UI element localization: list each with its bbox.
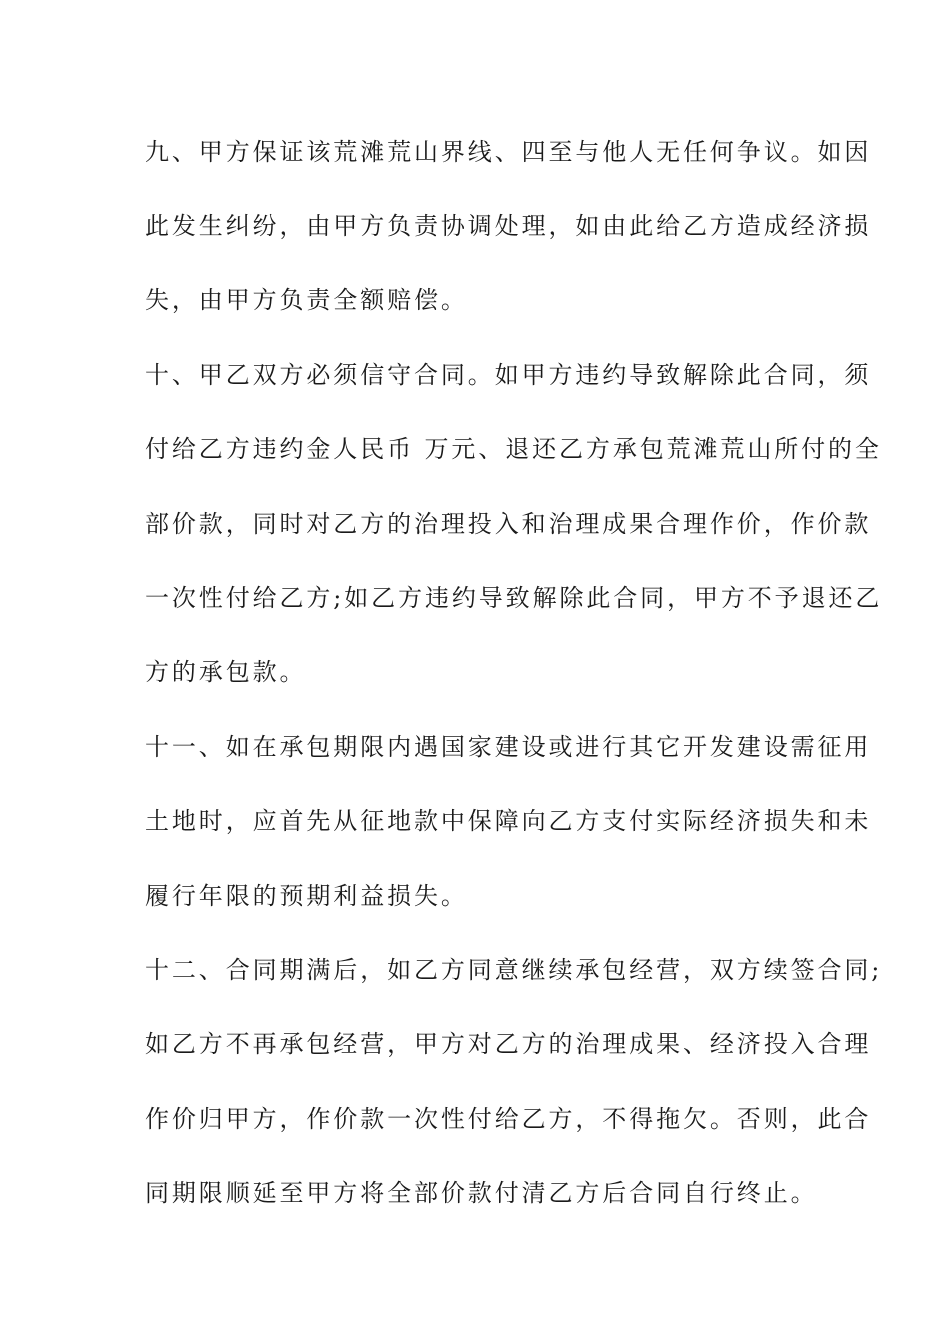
clause-10-line-1: 十、甲乙双方必须信守合同。如甲方违约导致解除此合同，须 [145, 361, 872, 389]
clause-11-line-3: 履行年限的预期利益损失。 [145, 882, 468, 910]
clause-12-line-3: 作价归甲方，作价款一次性付给乙方，不得拖欠。否则，此合 [145, 1105, 872, 1133]
clause-11-line-1: 十一、如在承包期限内遇国家建设或进行其它开发建设需征用 [145, 733, 872, 761]
clause-10-line-5: 方的承包款。 [145, 658, 307, 686]
clause-12-line-2: 如乙方不再承包经营，甲方对乙方的治理成果、经济投入合理 [145, 1030, 872, 1058]
clause-10-line-3: 部价款，同时对乙方的治理投入和治理成果合理作价，作价款 [145, 510, 872, 538]
clause-12-line-4: 同期限顺延至甲方将全部价款付清乙方后合同自行终止。 [145, 1179, 818, 1207]
clause-9-line-1: 九、甲方保证该荒滩荒山界线、四至与他人无任何争议。如因 [145, 138, 872, 166]
clause-10-line-4: 一次性付给乙方;如乙方违约导致解除此合同，甲方不予退还乙 [145, 584, 883, 612]
clause-12-line-1: 十二、合同期满后，如乙方同意继续承包经营，双方续签合同; [145, 956, 883, 984]
clause-11-line-2: 土地时，应首先从征地款中保障向乙方支付实际经济损失和未 [145, 807, 872, 835]
clause-9-line-2: 此发生纠纷，由甲方负责协调处理，如由此给乙方造成经济损 [145, 212, 872, 240]
clause-10-line-2: 付给乙方违约金人民币 万元、退还乙方承包荒滩荒山所付的全 [145, 435, 882, 463]
clause-9-line-3: 失，由甲方负责全额赔偿。 [145, 286, 468, 314]
